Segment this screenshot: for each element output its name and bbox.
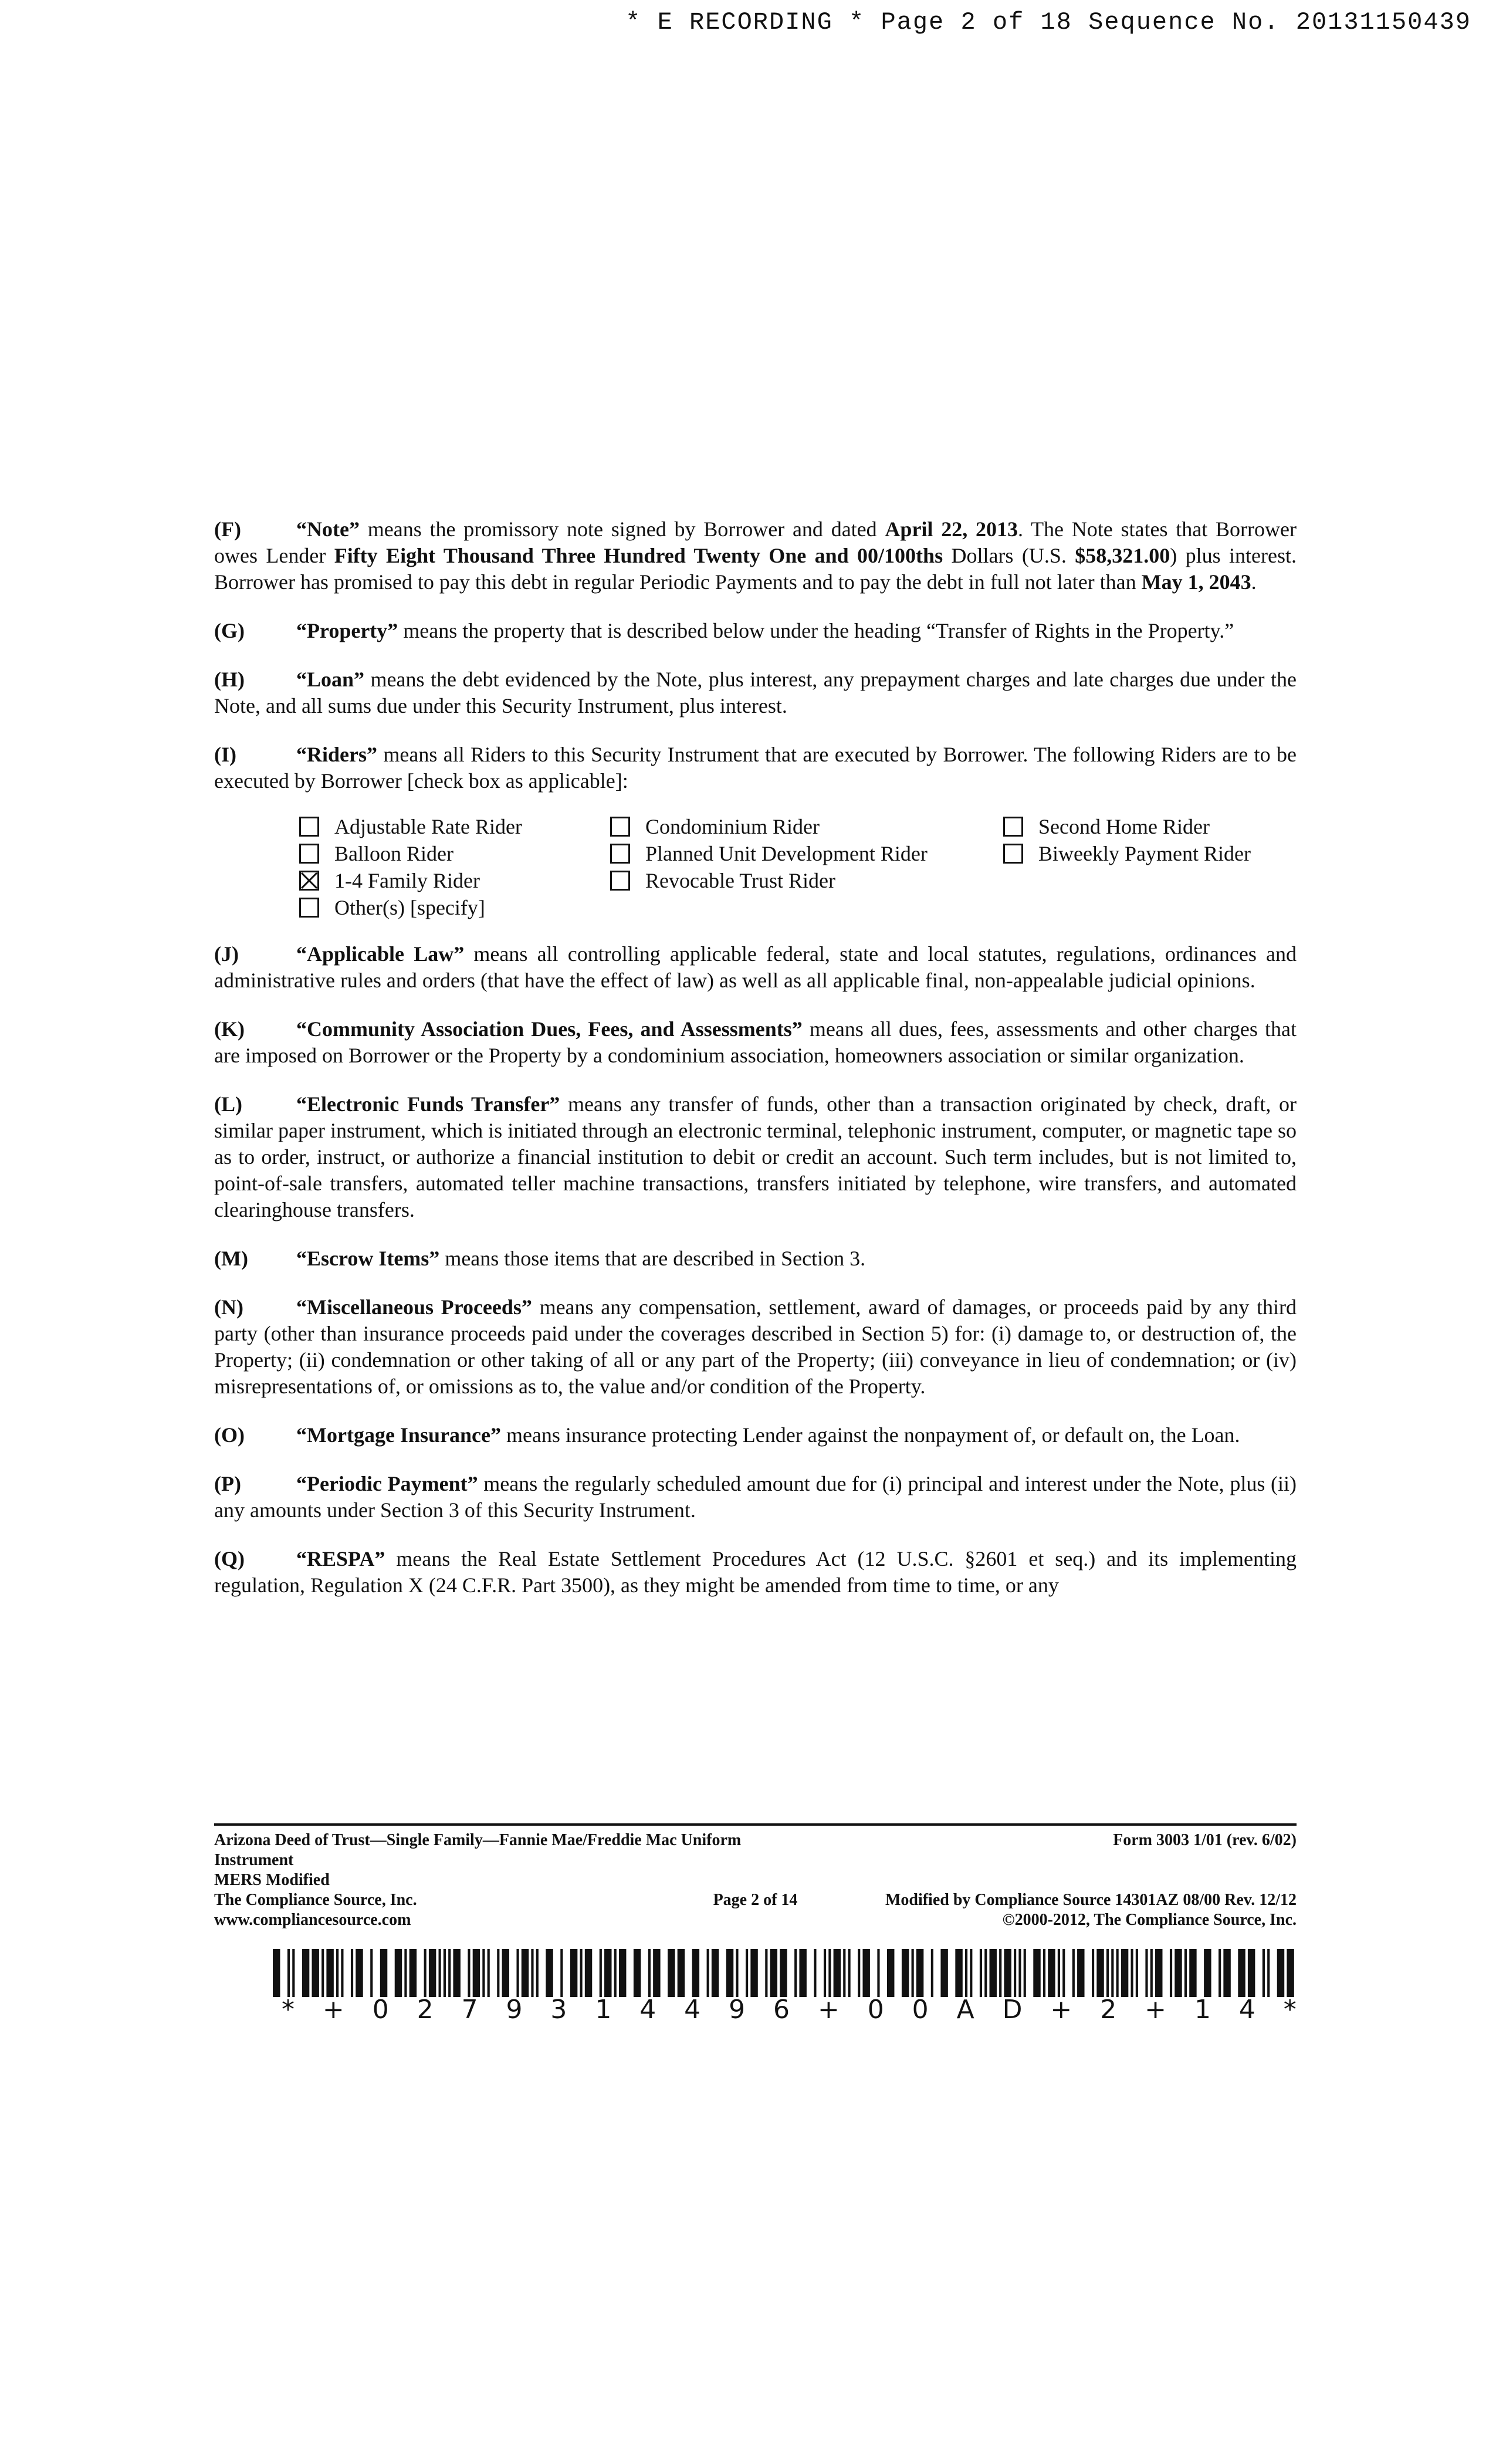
barcode-bar bbox=[287, 1949, 290, 1997]
barcode-bar bbox=[546, 1949, 553, 1997]
barcode-bar bbox=[1024, 1949, 1026, 1997]
barcode-bar bbox=[843, 1949, 845, 1997]
barcode-bar bbox=[1204, 1949, 1211, 1997]
barcode-bar bbox=[634, 1949, 641, 1997]
definition-text: means the regularly scheduled amount due for (i) principal and interest under the Note, plus (ii) any amounts under Section 3 of this Security Instrument. bbox=[214, 1472, 1297, 1522]
barcode-bar bbox=[424, 1949, 427, 1997]
barcode-bar bbox=[497, 1949, 499, 1997]
barcode-bar bbox=[1092, 1949, 1094, 1997]
barcode-bar bbox=[312, 1949, 319, 1997]
checkbox-unchecked bbox=[610, 844, 630, 864]
barcode-bar bbox=[668, 1949, 675, 1997]
barcode-bar bbox=[824, 1949, 826, 1997]
footer-row bbox=[214, 1910, 1297, 1930]
barcode-bar bbox=[1106, 1949, 1109, 1997]
definition-letter: (K) bbox=[214, 1017, 245, 1041]
barcode-bar bbox=[999, 1949, 1001, 1997]
barcode-bar bbox=[409, 1949, 417, 1997]
rider-adjustable-rate bbox=[299, 813, 610, 840]
definition-text: means any compensation, settlement, award of damages, or proceeds paid by any third party (other than insurance proceeds paid under the coverages described in Section 5) for: (i) damage to, or destruction of, the Property; (ii) condemnation or other taking of all or any part of the Property; (iii) conveyance in lieu of condemnation; or (iv) misrepresentations of, or omissions as to, the value and/or condition of the Property. bbox=[214, 1295, 1297, 1398]
barcode-bar bbox=[1043, 1949, 1045, 1997]
barcode-human-readable bbox=[282, 1995, 1297, 2025]
barcode-bar bbox=[1175, 1949, 1182, 1997]
company-website: www.compliancesource.com bbox=[214, 1911, 411, 1929]
barcode-bar bbox=[1248, 1949, 1255, 1997]
barcode-bar bbox=[1145, 1949, 1148, 1997]
barcode-bar bbox=[902, 1949, 909, 1997]
barcode-bar bbox=[1223, 1949, 1230, 1997]
barcode-char: 4 bbox=[639, 1995, 656, 2025]
definition-term: “Mortgage Insurance” bbox=[296, 1423, 501, 1447]
barcode-bar bbox=[794, 1949, 797, 1997]
rider-label: Second Home Rider bbox=[1038, 814, 1210, 838]
barcode-bar bbox=[648, 1949, 651, 1997]
definition-letter: (Q) bbox=[214, 1547, 245, 1571]
checkbox-unchecked bbox=[610, 817, 630, 837]
barcode-char: 1 bbox=[1194, 1995, 1211, 2025]
barcode-bar bbox=[321, 1949, 324, 1997]
barcode-bar bbox=[984, 1949, 987, 1997]
definition-g bbox=[214, 618, 1297, 644]
barcode-bar bbox=[326, 1949, 333, 1997]
barcode-bar bbox=[1238, 1949, 1245, 1997]
definition-text: means those items that are described in Section 3. bbox=[439, 1247, 866, 1270]
barcode-bar bbox=[707, 1949, 709, 1997]
barcode-bar bbox=[828, 1949, 831, 1997]
definition-n bbox=[214, 1294, 1297, 1400]
definition-letter: (H) bbox=[214, 668, 245, 691]
barcode-bar bbox=[1058, 1949, 1060, 1997]
page-number: Page 2 of 14 bbox=[713, 1891, 798, 1909]
barcode-char: 9 bbox=[506, 1995, 523, 2025]
definition-letter: (M) bbox=[214, 1247, 248, 1270]
barcode-bar bbox=[522, 1949, 529, 1997]
definition-l bbox=[214, 1091, 1297, 1223]
checkbox-unchecked bbox=[299, 817, 319, 837]
barcode-char: 2 bbox=[1100, 1995, 1117, 2025]
copyright-note: ©2000-2012, The Compliance Source, Inc. bbox=[1002, 1911, 1297, 1929]
barcode-bar bbox=[834, 1949, 841, 1997]
barcode-bar bbox=[955, 1949, 962, 1997]
barcode-bar bbox=[473, 1949, 480, 1997]
barcode-char: + bbox=[1050, 1995, 1072, 2025]
barcode-bar bbox=[780, 1949, 787, 1997]
barcode-bar bbox=[356, 1949, 363, 1997]
barcode-bar bbox=[429, 1949, 436, 1997]
riders-checklist bbox=[214, 813, 1297, 921]
barcode-graphic bbox=[273, 1949, 1297, 1997]
barcode-bar bbox=[604, 1949, 611, 1997]
barcode-bar bbox=[746, 1949, 748, 1997]
barcode-char: 9 bbox=[729, 1995, 746, 2025]
rider-label: Revocable Trust Rider bbox=[645, 868, 835, 892]
definition-text: ) plus interest. Borrower has promised to pay this debt in regular Periodic Payments and to pay the debt in full not later than bbox=[214, 544, 1297, 594]
barcode-bar bbox=[580, 1949, 583, 1997]
barcode-char: + bbox=[322, 1995, 344, 2025]
barcode-bar bbox=[468, 1949, 470, 1997]
barcode-bar bbox=[1277, 1949, 1284, 1997]
barcode-char: 2 bbox=[417, 1995, 434, 2025]
barcode-bar bbox=[1048, 1949, 1055, 1997]
definition-letter: (J) bbox=[214, 942, 239, 966]
barcode-char: * bbox=[282, 1995, 295, 2025]
note-date: April 22, 2013 bbox=[885, 517, 1018, 541]
barcode-bar bbox=[770, 1949, 777, 1997]
barcode-bar bbox=[531, 1949, 533, 1997]
definition-term: “Miscellaneous Proceeds” bbox=[296, 1295, 532, 1319]
barcode-bar bbox=[1184, 1949, 1187, 1997]
barcode-bar bbox=[726, 1949, 733, 1997]
footer-row bbox=[214, 1830, 1297, 1870]
definition-text: means the property that is described below under the heading “Transfer of Rights in the Property.” bbox=[398, 619, 1234, 642]
barcode-bar bbox=[614, 1949, 617, 1997]
barcode-bar bbox=[1018, 1949, 1021, 1997]
checkbox-checked bbox=[299, 871, 319, 891]
barcode-bar bbox=[370, 1949, 373, 1997]
barcode-bar bbox=[990, 1949, 997, 1997]
definition-text: means all dues, fees, assessments and other charges that are imposed on Borrower or the Property by a condominium association, homeowners association or similar organization. bbox=[214, 1017, 1297, 1067]
barcode-bar bbox=[1189, 1949, 1196, 1997]
barcode-char: D bbox=[1002, 1995, 1023, 2025]
barcode-bar bbox=[1136, 1949, 1138, 1997]
barcode-bar bbox=[736, 1949, 738, 1997]
barcode-bar bbox=[916, 1949, 923, 1997]
form-number: Form 3003 1/01 (rev. 6/02) bbox=[1113, 1831, 1297, 1849]
barcode-char: 0 bbox=[912, 1995, 929, 2025]
barcode-bar bbox=[516, 1949, 519, 1997]
footer-row bbox=[214, 1890, 1297, 1910]
rider-biweekly-payment bbox=[1003, 840, 1251, 867]
barcode-bar bbox=[653, 1949, 660, 1997]
barcode-bar bbox=[444, 1949, 446, 1997]
definition-letter: (L) bbox=[214, 1092, 242, 1116]
definition-text: Dollars (U.S. bbox=[943, 544, 1075, 567]
definition-k bbox=[214, 1016, 1297, 1069]
rider-balloon bbox=[299, 840, 610, 867]
definition-text: . The Note states that Borrower owes Lender bbox=[214, 517, 1297, 567]
barcode-bar bbox=[585, 1949, 592, 1997]
definition-text: . bbox=[1251, 570, 1257, 594]
definition-text: means insurance protecting Lender against the nonpayment of, or default on, the Loan. bbox=[500, 1423, 1240, 1447]
barcode-char: 1 bbox=[595, 1995, 612, 2025]
barcode-bar bbox=[600, 1949, 602, 1997]
barcode-bar bbox=[940, 1949, 947, 1997]
barcode-bar bbox=[1062, 1949, 1065, 1997]
rider-1-4-family bbox=[299, 867, 610, 894]
rider-label: Planned Unit Development Rider bbox=[645, 841, 928, 865]
document-body bbox=[214, 516, 1297, 1621]
definition-f bbox=[214, 516, 1297, 595]
barcode-char: 0 bbox=[867, 1995, 884, 2025]
definition-term: “Loan” bbox=[296, 668, 365, 691]
definition-letter: (I) bbox=[214, 743, 236, 766]
footer-row bbox=[214, 1870, 1297, 1890]
checkbox-unchecked bbox=[1003, 817, 1023, 837]
barcode-char: 4 bbox=[684, 1995, 701, 2025]
definition-term: “Note” bbox=[296, 517, 360, 541]
definition-text: means the debt evidenced by the Note, plus interest, any prepayment charges and late charges due under the Note, and all sums due under this Security Instrument, plus interest. bbox=[214, 668, 1297, 717]
barcode-bar bbox=[912, 1949, 914, 1997]
barcode-bar bbox=[395, 1949, 402, 1997]
barcode-bar bbox=[302, 1949, 309, 1997]
barcode-bar bbox=[765, 1949, 767, 1997]
barcode-char: + bbox=[817, 1995, 840, 2025]
checkbox-unchecked bbox=[299, 844, 319, 864]
barcode-char: 0 bbox=[372, 1995, 389, 2025]
rider-condominium bbox=[610, 813, 1003, 840]
mers-label: MERS Modified bbox=[214, 1871, 330, 1889]
barcode-bar bbox=[799, 1949, 806, 1997]
riders-column-1 bbox=[299, 813, 610, 921]
barcode-bar bbox=[1121, 1949, 1128, 1997]
barcode-bar bbox=[1155, 1949, 1162, 1997]
definition-m bbox=[214, 1245, 1297, 1272]
barcode-bar bbox=[965, 1949, 967, 1997]
barcode-bar bbox=[848, 1949, 851, 1997]
checkbox-unchecked bbox=[1003, 844, 1023, 864]
recording-header: * E RECORDING * Page 2 of 18 Sequence No. 20131150439 bbox=[625, 8, 1471, 36]
barcode-char: + bbox=[1145, 1995, 1167, 2025]
barcode-bar bbox=[570, 1949, 577, 1997]
barcode-bar bbox=[1014, 1949, 1016, 1997]
definition-text: means the promissory note signed by Borrower and dated bbox=[359, 517, 885, 541]
maturity-date: May 1, 2043 bbox=[1141, 570, 1251, 594]
definition-o bbox=[214, 1422, 1297, 1448]
definition-term: “Periodic Payment” bbox=[296, 1472, 478, 1495]
definition-term: “Property” bbox=[296, 619, 398, 642]
barcode-bar bbox=[877, 1949, 879, 1997]
barcode-bar bbox=[678, 1949, 685, 1997]
definition-i bbox=[214, 742, 1297, 794]
barcode-bar bbox=[336, 1949, 339, 1997]
barcode-bar bbox=[488, 1949, 490, 1997]
rider-second-home bbox=[1003, 813, 1251, 840]
barcode-bar bbox=[273, 1949, 280, 1997]
definition-term: “Electronic Funds Transfer” bbox=[296, 1092, 560, 1116]
rider-label: Condominium Rider bbox=[645, 814, 820, 838]
barcode-bar bbox=[887, 1949, 894, 1997]
definition-letter: (G) bbox=[214, 619, 245, 642]
loan-amount: $58,321.00 bbox=[1075, 544, 1170, 567]
barcode-bar bbox=[1267, 1949, 1270, 1997]
barcode-bar bbox=[536, 1949, 539, 1997]
barcode-char: * bbox=[1283, 1995, 1297, 2025]
checkmark-x-icon bbox=[301, 872, 317, 889]
definition-term: “RESPA” bbox=[296, 1547, 385, 1571]
form-footer bbox=[214, 1823, 1297, 1930]
amount-in-words: Fifty Eight Thousand Three Hundred Twenty One and 00/100ths bbox=[334, 544, 943, 567]
barcode-bar bbox=[1219, 1949, 1221, 1997]
barcode-bar bbox=[439, 1949, 441, 1997]
barcode-char: 4 bbox=[1238, 1995, 1255, 2025]
barcode-bar bbox=[712, 1949, 719, 1997]
barcode-bar bbox=[980, 1949, 982, 1997]
modified-note: Modified by Compliance Source 14301AZ 08/00 Rev. 12/12 bbox=[885, 1891, 1297, 1909]
barcode-bar bbox=[814, 1949, 816, 1997]
definition-q bbox=[214, 1546, 1297, 1599]
checkbox-unchecked bbox=[299, 898, 319, 918]
rider-planned-unit-development bbox=[610, 840, 1003, 867]
rider-revocable-trust bbox=[610, 867, 1003, 894]
barcode-bar bbox=[1116, 1949, 1119, 1997]
barcode-bar bbox=[502, 1949, 509, 1997]
definition-h bbox=[214, 666, 1297, 719]
rider-others bbox=[299, 894, 610, 921]
definition-j bbox=[214, 941, 1297, 994]
barcode-bar bbox=[1150, 1949, 1153, 1997]
barcode-char: 3 bbox=[550, 1995, 567, 2025]
barcode-bar bbox=[1033, 1949, 1040, 1997]
definition-term: “Escrow Items” bbox=[296, 1247, 440, 1270]
barcode-bar bbox=[1131, 1949, 1133, 1997]
definition-text: means the Real Estate Settlement Procedures Act (12 U.S.C. §2601 et seq.) and its implementing regulation, Regulation X (24 C.F.R. Part 3500), as they might be amended from time to time, or any bbox=[214, 1547, 1297, 1597]
rider-label: Balloon Rider bbox=[334, 841, 453, 865]
barcode-char: 7 bbox=[461, 1995, 478, 2025]
checkbox-unchecked bbox=[610, 871, 630, 891]
riders-column-3 bbox=[1003, 813, 1251, 921]
barcode-bar bbox=[1263, 1949, 1265, 1997]
barcode-bar bbox=[404, 1949, 407, 1997]
barcode-bar bbox=[560, 1949, 563, 1997]
definition-text: means all controlling applicable federal, state and local statutes, regulations, ordinances and administrative rules and orders (that have the effect of law) as well as all applicable final, non-appealable judicial opinions. bbox=[214, 942, 1297, 992]
company-name: The Compliance Source, Inc. bbox=[214, 1891, 417, 1909]
definition-letter: (F) bbox=[214, 517, 241, 541]
barcode-bar bbox=[750, 1949, 757, 1997]
barcode-bar bbox=[1096, 1949, 1104, 1997]
barcode-bar bbox=[970, 1949, 972, 1997]
barcode-char: A bbox=[956, 1995, 974, 2025]
barcode-bar bbox=[341, 1949, 343, 1997]
barcode-bar bbox=[448, 1949, 451, 1997]
barcode-bar bbox=[1004, 1949, 1011, 1997]
barcode-bar bbox=[1170, 1949, 1172, 1997]
definition-text: means all Riders to this Security Instrument that are executed by Borrower. The following Riders are to be executed by Borrower [check box as applicable]: bbox=[214, 743, 1297, 793]
barcode-bar bbox=[351, 1949, 353, 1997]
barcode-bar bbox=[1287, 1949, 1294, 1997]
barcode-bar bbox=[619, 1949, 626, 1997]
definition-text: means any transfer of funds, other than a transaction originated by check, draft, or similar paper instrument, which is initiated through an electronic terminal, telephonic instrument, computer, or magnetic tape so as to order, instruct, or authorize a financial institution to debit or credit an account. Such term includes, but is not limited to, point-of-sale transfers, automated teller machine transactions, transfers initiated by telephone, wire transfers, and automated clearinghouse transfers. bbox=[214, 1092, 1297, 1221]
form-title: Arizona Deed of Trust—Single Family—Fannie Mae/Freddie Mac Uniform Instrument bbox=[214, 1831, 742, 1869]
barcode-bar bbox=[858, 1949, 860, 1997]
barcode-bar bbox=[862, 1949, 869, 1997]
barcode-bar bbox=[1077, 1949, 1084, 1997]
barcode-bar bbox=[380, 1949, 387, 1997]
definition-p bbox=[214, 1471, 1297, 1524]
rider-label: Biweekly Payment Rider bbox=[1038, 841, 1251, 865]
barcode-bar bbox=[931, 1949, 933, 1997]
barcode-bar bbox=[453, 1949, 460, 1997]
definition-letter: (N) bbox=[214, 1295, 243, 1319]
rider-label: Other(s) [specify] bbox=[334, 895, 485, 919]
definition-term: “Community Association Dues, Fees, and Assessments” bbox=[296, 1017, 803, 1041]
rider-label: Adjustable Rate Rider bbox=[334, 814, 522, 838]
barcode-bar bbox=[1111, 1949, 1113, 1997]
barcode-bar bbox=[692, 1949, 699, 1997]
rider-label: 1-4 Family Rider bbox=[334, 868, 480, 892]
definition-term: “Applicable Law” bbox=[296, 942, 465, 966]
barcode-bar bbox=[292, 1949, 295, 1997]
riders-column-2 bbox=[610, 813, 1003, 921]
barcode-char: 6 bbox=[773, 1995, 790, 2025]
barcode-bar bbox=[1072, 1949, 1075, 1997]
definition-letter: (O) bbox=[214, 1423, 245, 1447]
barcode-bar bbox=[482, 1949, 485, 1997]
definition-letter: (P) bbox=[214, 1472, 241, 1495]
definition-term: “Riders” bbox=[296, 743, 377, 766]
